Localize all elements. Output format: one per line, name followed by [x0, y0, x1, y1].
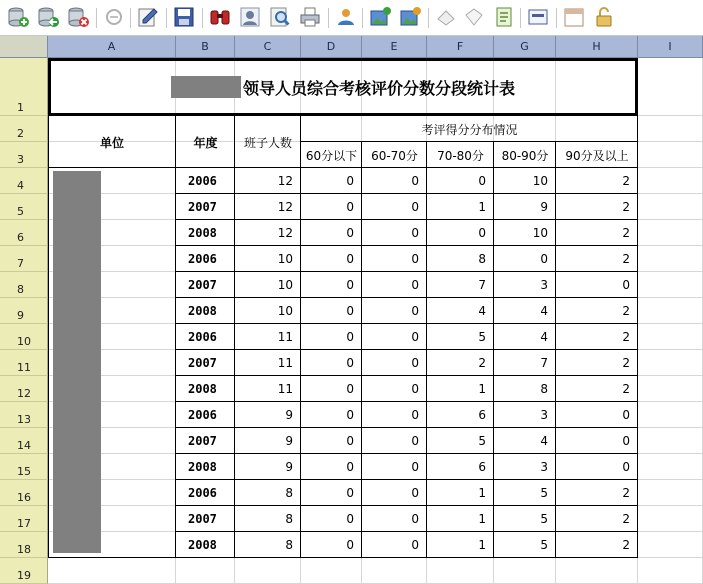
year-cell[interactable]: 2007	[188, 278, 217, 292]
column-header-i[interactable]: I	[638, 36, 703, 58]
band-count-cell[interactable]: 0	[411, 200, 419, 214]
band-count-cell[interactable]: 0	[346, 460, 354, 474]
column-header-h[interactable]: H	[556, 36, 638, 58]
band-count-cell[interactable]: 7	[540, 356, 548, 370]
band-count-cell[interactable]: 0	[411, 330, 419, 344]
band-count-cell[interactable]: 0	[346, 434, 354, 448]
team-count-cell[interactable]: 9	[285, 460, 293, 474]
team-count-cell[interactable]: 11	[277, 330, 293, 344]
column-header-g[interactable]: G	[494, 36, 556, 58]
year-cell[interactable]: 2006	[188, 330, 217, 344]
row-header-14[interactable]: 14	[0, 428, 48, 454]
redacted-unit-names	[53, 171, 101, 553]
bookmark-icon[interactable]	[434, 5, 458, 29]
band-count-cell[interactable]: 2	[622, 226, 630, 240]
year-cell[interactable]: 2008	[188, 382, 217, 396]
row-header-3[interactable]: 3	[0, 142, 48, 168]
band-count-cell[interactable]: 0	[346, 174, 354, 188]
band-count-cell[interactable]: 2	[622, 252, 630, 266]
header-team-count[interactable]: 班子人数	[243, 135, 292, 150]
band-count-cell[interactable]: 8	[540, 382, 548, 396]
band-count-cell[interactable]: 6	[478, 460, 486, 474]
band-count-cell[interactable]: 0	[411, 486, 419, 500]
band-count-cell[interactable]: 0	[478, 226, 486, 240]
row-header-19[interactable]: 19	[0, 558, 48, 584]
band-count-cell[interactable]: 0	[346, 252, 354, 266]
band-count-cell[interactable]: 3	[540, 408, 548, 422]
team-count-cell[interactable]: 10	[277, 278, 293, 292]
band-count-cell[interactable]: 2	[622, 356, 630, 370]
toolbar-separator	[130, 8, 131, 28]
clipboard-icon[interactable]	[462, 5, 486, 29]
document-icon[interactable]	[526, 5, 550, 29]
year-cell[interactable]: 2007	[188, 434, 217, 448]
band-count-cell[interactable]: 0	[411, 512, 419, 526]
band-count-cell[interactable]: 2	[622, 512, 630, 526]
toolbar-separator	[202, 8, 203, 28]
band-count-cell[interactable]: 1	[478, 512, 486, 526]
band-count-cell[interactable]: 0	[411, 408, 419, 422]
band-count-cell[interactable]: 0	[346, 304, 354, 318]
toolbar-separator	[96, 8, 97, 28]
band-count-cell[interactable]: 5	[478, 434, 486, 448]
band-count-cell[interactable]: 1	[478, 538, 486, 552]
row-header-10[interactable]: 10	[0, 324, 48, 350]
edit-icon[interactable]	[136, 5, 160, 29]
redacted-org-name	[171, 76, 241, 98]
band-count-cell[interactable]: 0	[411, 226, 419, 240]
band-count-cell[interactable]: 0	[622, 434, 630, 448]
band-count-cell[interactable]: 2	[622, 382, 630, 396]
team-count-cell[interactable]: 8	[285, 538, 293, 552]
lock-icon[interactable]	[592, 5, 616, 29]
toolbar	[0, 0, 703, 36]
band-count-cell[interactable]: 9	[540, 200, 548, 214]
band-count-cell[interactable]: 7	[478, 278, 486, 292]
band-count-cell[interactable]: 6	[478, 408, 486, 422]
team-count-cell[interactable]: 11	[277, 356, 293, 370]
toolbar-separator	[520, 8, 521, 28]
team-count-cell[interactable]: 9	[285, 408, 293, 422]
year-cell[interactable]: 2008	[188, 460, 217, 474]
band-count-cell[interactable]: 4	[540, 304, 548, 318]
row-header-1[interactable]: 1	[0, 58, 48, 116]
share-icon[interactable]	[334, 5, 358, 29]
band-count-cell[interactable]: 0	[478, 174, 486, 188]
column-header-f[interactable]: F	[427, 36, 494, 58]
band-count-cell[interactable]: 8	[478, 252, 486, 266]
row-header-11[interactable]: 11	[0, 350, 48, 376]
band-count-cell[interactable]: 0	[346, 226, 354, 240]
row-header-18[interactable]: 18	[0, 532, 48, 558]
band-count-cell[interactable]: 0	[411, 434, 419, 448]
toolbar-separator	[556, 8, 557, 28]
find-icon[interactable]	[208, 5, 232, 29]
zoom-icon[interactable]	[268, 5, 292, 29]
delete-sheet-icon[interactable]	[66, 5, 90, 29]
import-sheet-icon[interactable]	[36, 5, 60, 29]
select-all-corner[interactable]	[0, 36, 48, 58]
team-count-cell[interactable]: 9	[285, 434, 293, 448]
band-count-cell[interactable]: 4	[478, 304, 486, 318]
title-border-right	[635, 58, 638, 116]
year-cell[interactable]: 2007	[188, 356, 217, 370]
note-icon[interactable]	[492, 5, 516, 29]
band-count-cell[interactable]: 3	[540, 278, 548, 292]
band-count-cell[interactable]: 4	[540, 434, 548, 448]
spreadsheet-grid[interactable]	[0, 36, 703, 584]
band-count-cell[interactable]: 0	[346, 278, 354, 292]
band-count-cell[interactable]: 1	[478, 382, 486, 396]
header-band-1[interactable]: 60分以下	[305, 148, 358, 163]
year-cell[interactable]: 2006	[188, 252, 217, 266]
row-header-4[interactable]: 4	[0, 168, 48, 194]
band-count-cell[interactable]: 3	[540, 460, 548, 474]
row-header-7[interactable]: 7	[0, 246, 48, 272]
row-header-16[interactable]: 16	[0, 480, 48, 506]
column-header-d[interactable]: D	[301, 36, 362, 58]
row-header-12[interactable]: 12	[0, 376, 48, 402]
header-band-5[interactable]: 90分及以上	[565, 148, 629, 163]
team-count-cell[interactable]: 10	[277, 304, 293, 318]
row-header-5[interactable]: 5	[0, 194, 48, 220]
band-count-cell[interactable]: 0	[346, 330, 354, 344]
band-count-cell[interactable]: 0	[411, 278, 419, 292]
team-count-cell[interactable]: 10	[277, 252, 293, 266]
year-cell[interactable]: 2006	[188, 408, 217, 422]
team-count-cell[interactable]: 12	[277, 200, 293, 214]
band-count-cell[interactable]: 2	[622, 174, 630, 188]
band-count-cell[interactable]: 2	[622, 486, 630, 500]
header-distribution[interactable]: 考评得分分布情况	[421, 122, 518, 137]
team-count-cell[interactable]: 12	[277, 226, 293, 240]
toolbar-separator	[428, 8, 429, 28]
band-count-cell[interactable]: 0	[622, 460, 630, 474]
band-count-cell[interactable]: 0	[622, 408, 630, 422]
save-icon[interactable]	[172, 5, 196, 29]
band-count-cell[interactable]: 5	[540, 486, 548, 500]
band-count-cell[interactable]: 0	[346, 512, 354, 526]
toolbar-separator	[328, 8, 329, 28]
band-count-cell[interactable]: 2	[622, 330, 630, 344]
header-band-2[interactable]: 60-70分	[371, 148, 418, 163]
print-icon[interactable]	[298, 5, 322, 29]
band-count-cell[interactable]: 0	[411, 356, 419, 370]
row-header-17[interactable]: 17	[0, 506, 48, 532]
row-header-6[interactable]: 6	[0, 220, 48, 246]
team-count-cell[interactable]: 8	[285, 512, 293, 526]
year-cell[interactable]: 2008	[188, 304, 217, 318]
table-border-left	[48, 116, 49, 558]
band-count-cell[interactable]: 5	[540, 538, 548, 552]
sheet-title-text: 领导人员综合考核评价分数分段统计表	[242, 78, 515, 98]
column-header-e[interactable]: E	[362, 36, 427, 58]
band-count-cell[interactable]: 0	[540, 252, 548, 266]
year-cell[interactable]: 2008	[188, 538, 217, 552]
team-count-cell[interactable]: 11	[277, 382, 293, 396]
band-count-cell[interactable]: 1	[478, 200, 486, 214]
add-sheet-icon[interactable]	[6, 5, 30, 29]
band-count-cell[interactable]: 0	[411, 538, 419, 552]
band-count-cell[interactable]: 2	[622, 538, 630, 552]
band-count-cell[interactable]: 1	[478, 486, 486, 500]
header-year[interactable]: 年度	[193, 135, 218, 150]
toolbar-separator	[166, 8, 167, 28]
band-count-cell[interactable]: 10	[532, 226, 548, 240]
band-count-cell[interactable]: 0	[346, 356, 354, 370]
band-count-cell[interactable]: 0	[622, 278, 630, 292]
band-count-cell[interactable]: 5	[478, 330, 486, 344]
band-count-cell[interactable]: 2	[622, 304, 630, 318]
row-header-9[interactable]: 9	[0, 298, 48, 324]
header-unit[interactable]: 单位	[99, 135, 124, 150]
band-count-cell[interactable]: 0	[411, 252, 419, 266]
row-header-13[interactable]: 13	[0, 402, 48, 428]
header-band-3[interactable]: 70-80分	[437, 148, 484, 163]
year-cell[interactable]: 2007	[188, 512, 217, 526]
band-count-cell[interactable]: 2	[478, 356, 486, 370]
band-count-cell[interactable]: 5	[540, 512, 548, 526]
column-header-c[interactable]: C	[235, 36, 301, 58]
column-header-a[interactable]: A	[48, 36, 176, 58]
year-cell[interactable]: 2007	[188, 200, 217, 214]
user-icon[interactable]	[238, 5, 262, 29]
link-icon[interactable]	[102, 5, 126, 29]
band-count-cell[interactable]: 10	[532, 174, 548, 188]
band-count-cell[interactable]: 0	[346, 408, 354, 422]
year-cell[interactable]: 2006	[188, 174, 217, 188]
band-count-cell[interactable]: 0	[346, 486, 354, 500]
year-cell[interactable]: 2008	[188, 226, 217, 240]
header-band-4[interactable]: 80-90分	[501, 148, 549, 163]
band-count-cell[interactable]: 0	[346, 200, 354, 214]
calendar-icon[interactable]	[562, 5, 586, 29]
sheet-title[interactable]	[51, 61, 635, 113]
team-count-cell[interactable]: 12	[277, 174, 293, 188]
band-count-cell[interactable]: 0	[346, 538, 354, 552]
toolbar-separator	[362, 8, 363, 28]
band-count-cell[interactable]: 0	[411, 174, 419, 188]
team-count-cell[interactable]: 8	[285, 486, 293, 500]
band-count-cell[interactable]: 2	[622, 200, 630, 214]
column-header-b[interactable]: B	[176, 36, 235, 58]
row-header-15[interactable]: 15	[0, 454, 48, 480]
band-count-cell[interactable]: 0	[346, 382, 354, 396]
year-cell[interactable]: 2006	[188, 486, 217, 500]
row-header-8[interactable]: 8	[0, 272, 48, 298]
export-image-icon[interactable]	[368, 5, 392, 29]
band-count-cell[interactable]: 0	[411, 304, 419, 318]
band-count-cell[interactable]: 4	[540, 330, 548, 344]
row-header-2[interactable]: 2	[0, 116, 48, 142]
band-count-cell[interactable]: 0	[411, 382, 419, 396]
band-count-cell[interactable]: 0	[411, 460, 419, 474]
move-image-icon[interactable]	[398, 5, 422, 29]
